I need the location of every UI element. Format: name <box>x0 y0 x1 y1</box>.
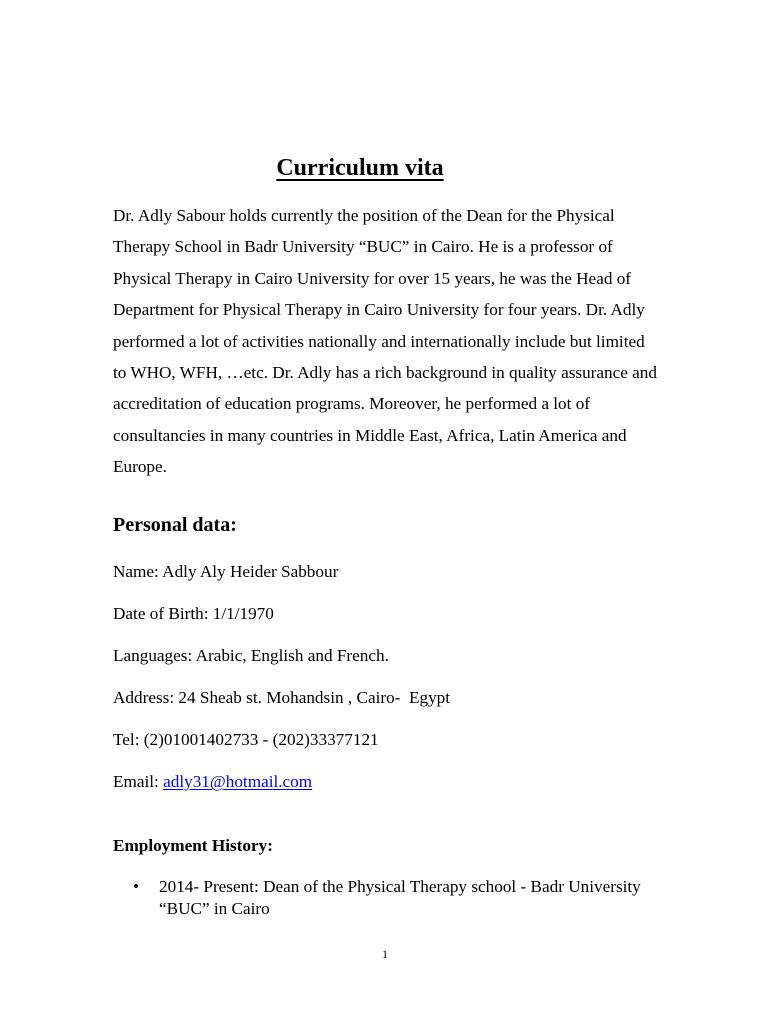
page-number: 1 <box>382 947 388 961</box>
telephone-field: Tel: (2)01001402733 - (202)33377121 <box>113 730 379 749</box>
page-title: Curriculum vita <box>276 155 444 181</box>
bullet-icon: • <box>133 877 140 896</box>
personal-data-heading: Personal data: <box>113 514 237 536</box>
list-item <box>113 876 673 920</box>
employment-list <box>113 876 673 920</box>
date-of-birth-field: Date of Birth: 1/1/1970 <box>113 604 274 623</box>
employment-history-heading: Employment History: <box>113 836 273 855</box>
email-label: Email: <box>113 772 164 791</box>
email-field <box>113 771 312 793</box>
email-link[interactable]: adly31@hotmail.com <box>163 772 313 791</box>
languages-field: Languages: Arabic, English and French. <box>113 646 389 665</box>
employment-item-text: 2014- Present: Dean of the Physical Therapy school - Badr University “BUC” in Cairo <box>159 877 641 918</box>
intro-paragraph: Dr. Adly Sabour holds currently the position of the Dean for the Physical Therapy School in Badr University “BUC” in Cairo. He is a professor of Physical Therapy in Cairo University for over 15 years, he was the Head of Department for Physical Therapy in Cairo University for four years. Dr. Adly performed a lot of activities nationally and internationally include but limited to WHO, WFH, …etc. Dr. Adly has a rich background in quality assurance and accreditation of education programs. Moreover, he performed a lot of consultancies in many countries in Middle East, Africa, Latin America and Europe. <box>113 206 657 477</box>
name-field: Name: Adly Aly Heider Sabbour <box>113 562 339 581</box>
address-field: Address: 24 Sheab st. Mohandsin , Cairo- Egypt <box>113 688 451 707</box>
